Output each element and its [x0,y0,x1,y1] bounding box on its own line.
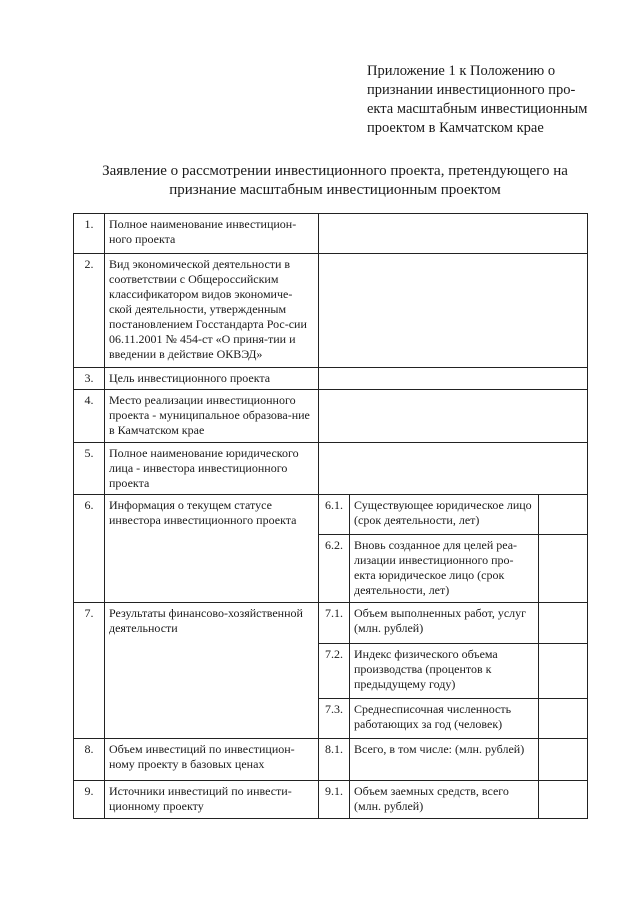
sub-row-number: 7.3. [319,699,350,739]
sub-row-number: 7.1. [319,603,350,644]
sub-value-cell[interactable] [539,603,588,644]
appendix-line: проектом в Камчатском крае [367,120,544,136]
sub-value-cell[interactable] [539,644,588,699]
row-label: Источники инвестиций по инвести-ционному проекту [105,781,319,819]
sub-row-label: Среднесписочная численность работающих за год (человек) [350,699,539,739]
sub-row-label: Вновь созданное для целей реа-лизации инвестиционного про-екта юридическое лицо (срок деятельности, лет) [350,535,539,603]
row-number: 3. [74,368,105,390]
sub-row-label: Всего, в том числе: (млн. рублей) [350,739,539,781]
appendix-caption [367,62,597,138]
sub-row-number: 6.2. [319,535,350,603]
value-cell[interactable] [319,443,588,495]
table-row [74,368,588,390]
sub-row-number: 9.1. [319,781,350,819]
table-row [74,443,588,495]
appendix-line: екта масштабным инвестиционным [367,101,588,117]
table-row [74,781,588,819]
sub-value-cell[interactable] [539,781,588,819]
title-line: Заявление о рассмотрении инвестиционного проекта, претендующего на [102,163,568,179]
table-row [74,390,588,443]
row-number: 6. [74,495,105,603]
row-number: 2. [74,254,105,368]
sub-row-number: 7.2. [319,644,350,699]
row-label: Цель инвестиционного проекта [105,368,319,390]
sub-row-label: Объем выполненных работ, услуг (млн. рублей) [350,603,539,644]
sub-row-label: Индекс физического объема производства (процентов к предыдущему году) [350,644,539,699]
value-cell[interactable] [319,214,588,254]
sub-row-number: 6.1. [319,495,350,535]
table-row [74,495,588,535]
document-title [60,162,610,200]
sub-value-cell[interactable] [539,495,588,535]
row-label: Полное наименование инвестицион-ного проекта [105,214,319,254]
value-cell[interactable] [319,368,588,390]
row-label: Полное наименование юридического лица - инвестора инвестиционного проекта [105,443,319,495]
table-row [74,739,588,781]
row-number: 8. [74,739,105,781]
table-row [74,254,588,368]
row-label: Объем инвестиций по инвестицион-ному проекту в базовых ценах [105,739,319,781]
row-label: Информация о текущем статусе инвестора инвестиционного проекта [105,495,319,603]
sub-row-label: Объем заемных средств, всего (млн. рублей) [350,781,539,819]
row-label: Место реализации инвестиционного проекта - муниципальное образова-ние в Камчатском крае [105,390,319,443]
row-number: 5. [74,443,105,495]
sub-value-cell[interactable] [539,699,588,739]
value-cell[interactable] [319,390,588,443]
row-label: Вид экономической деятельности в соответствии с Общероссийским классификатором видов экономиче-ской деятельности, утвержденным постановлением Госстандарта Рос-сии 06.11.2001 № 454-ст «О приня-тии и введении в действие ОКВЭД» [105,254,319,368]
sub-value-cell[interactable] [539,535,588,603]
value-cell[interactable] [319,254,588,368]
row-label: Результаты финансово-хозяйственной деятельности [105,603,319,739]
appendix-line: признании инвестиционного про- [367,82,576,98]
sub-row-number: 8.1. [319,739,350,781]
row-number: 9. [74,781,105,819]
row-number: 1. [74,214,105,254]
row-number: 4. [74,390,105,443]
application-form-table [73,213,588,819]
row-number: 7. [74,603,105,739]
sub-row-label: Существующее юридическое лицо (срок деятельности, лет) [350,495,539,535]
title-line: признание масштабным инвестиционным проектом [169,182,501,198]
table-row [74,603,588,644]
appendix-line: Приложение 1 к Положению о [367,63,556,79]
sub-value-cell[interactable] [539,739,588,781]
table-row [74,214,588,254]
